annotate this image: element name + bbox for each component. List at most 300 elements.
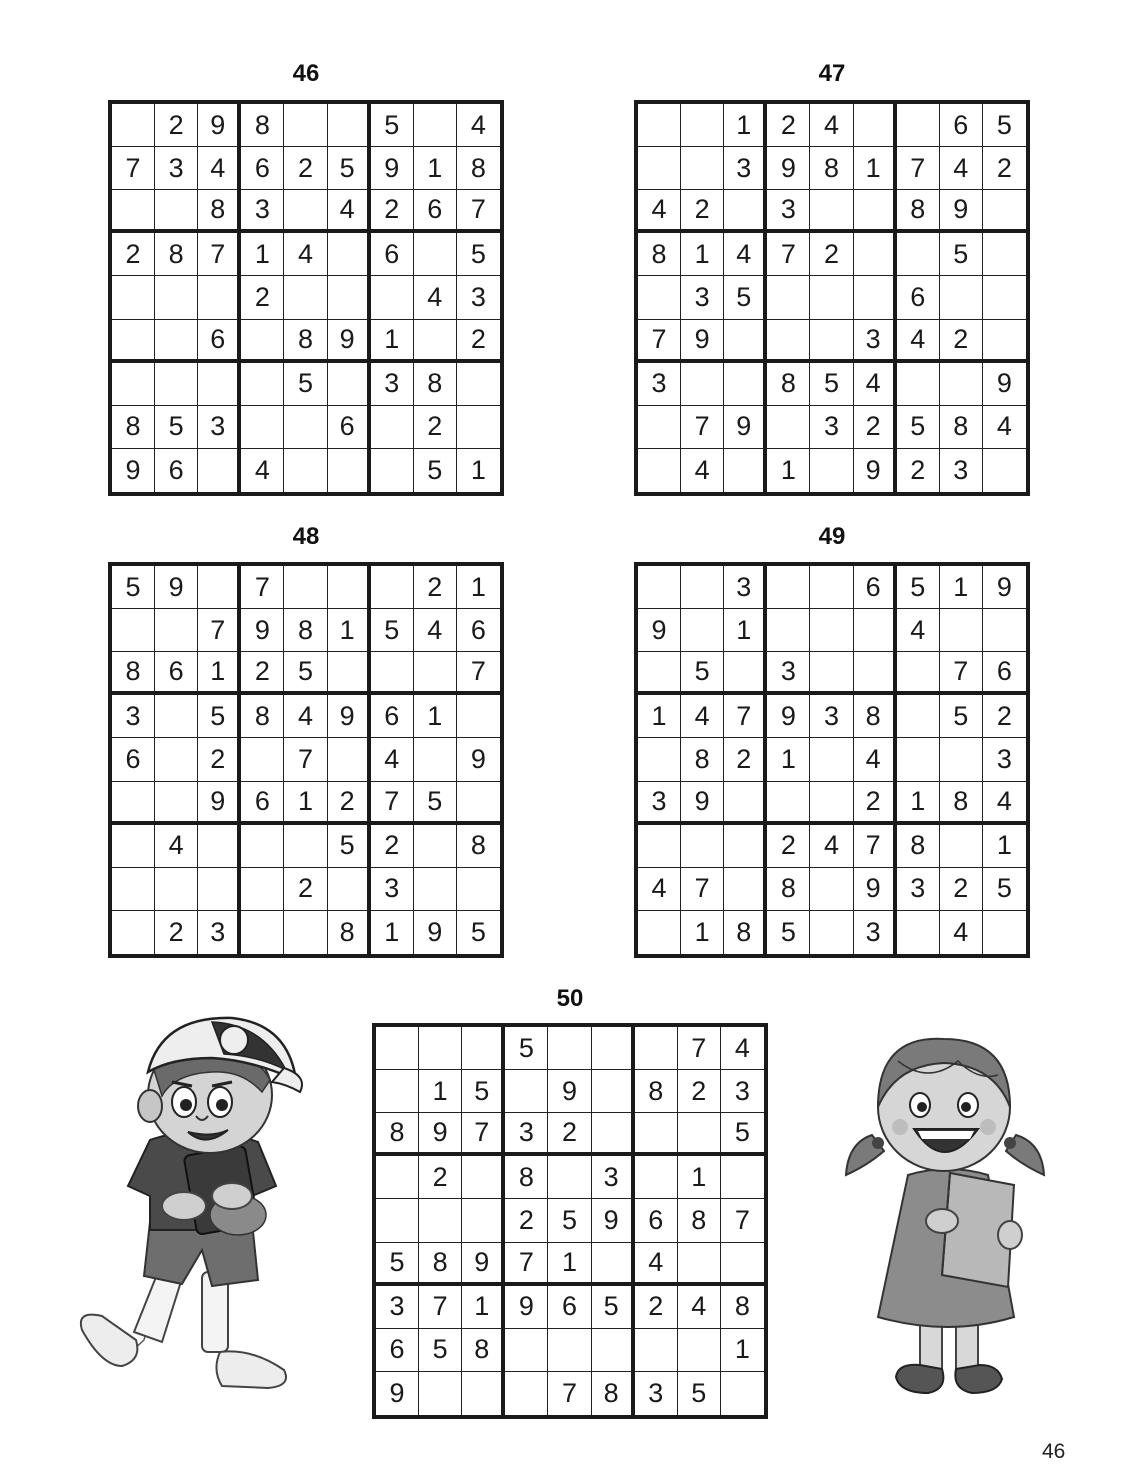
sudoku-cell: 4 [328, 190, 371, 233]
sudoku-cell: 5 [155, 406, 198, 449]
sudoku-cell: 7 [241, 566, 284, 609]
sudoku-cell: 6 [328, 406, 371, 449]
sudoku-cell: 7 [638, 320, 681, 363]
sudoku-cell: 7 [198, 233, 241, 276]
sudoku-cell: 9 [505, 1286, 548, 1329]
sudoku-cell [112, 190, 155, 233]
sudoku-cell: 1 [371, 911, 414, 954]
sudoku-cell [414, 104, 457, 147]
sudoku-cell [681, 566, 724, 609]
sudoku-cell [155, 738, 198, 781]
sudoku-cell: 4 [810, 825, 853, 868]
sudoku-cell: 7 [940, 652, 983, 695]
sudoku-cell: 3 [767, 190, 810, 233]
sudoku-cell: 1 [721, 1329, 764, 1372]
sudoku-cell [112, 609, 155, 652]
sudoku-cell: 9 [592, 1199, 635, 1242]
sudoku-cell [638, 911, 681, 954]
sudoku-cell [462, 1372, 505, 1415]
sudoku-cell: 6 [457, 609, 500, 652]
sudoku-cell [983, 276, 1026, 319]
sudoku-cell [198, 449, 241, 492]
sudoku-cell [638, 406, 681, 449]
puzzle-number: 50 [556, 985, 584, 1012]
sudoku-cell: 3 [810, 406, 853, 449]
sudoku-cell: 1 [241, 233, 284, 276]
sudoku-cell: 1 [767, 738, 810, 781]
sudoku-cell: 7 [548, 1372, 591, 1415]
sudoku-cell: 3 [592, 1156, 635, 1199]
sudoku-cell: 7 [371, 782, 414, 825]
sudoku-cell: 8 [592, 1372, 635, 1415]
sudoku-cell: 9 [767, 695, 810, 738]
sudoku-cell: 8 [241, 104, 284, 147]
sudoku-cell: 6 [241, 147, 284, 190]
sudoku-cell: 9 [638, 609, 681, 652]
sudoku-cell [681, 147, 724, 190]
sudoku-cell [635, 1156, 678, 1199]
sudoku-cell: 8 [376, 1113, 419, 1156]
sudoku-cell: 4 [681, 695, 724, 738]
sudoku-cell: 9 [112, 449, 155, 492]
sudoku-cell [897, 652, 940, 695]
sudoku-cell: 1 [328, 609, 371, 652]
sudoku-cell: 5 [897, 406, 940, 449]
sudoku-cell: 9 [940, 190, 983, 233]
sudoku-cell [376, 1156, 419, 1199]
sudoku-cell: 5 [284, 363, 327, 406]
sudoku-cell: 6 [376, 1329, 419, 1372]
sudoku-cell: 3 [810, 695, 853, 738]
sudoku-cell [983, 911, 1026, 954]
sudoku-cell: 5 [328, 825, 371, 868]
sudoku-cell: 5 [414, 449, 457, 492]
sudoku-cell [940, 276, 983, 319]
sudoku-cell: 6 [112, 738, 155, 781]
sudoku-cell: 2 [284, 147, 327, 190]
sudoku-cell [241, 738, 284, 781]
sudoku-cell: 8 [678, 1199, 721, 1242]
sudoku-cell: 2 [155, 911, 198, 954]
sudoku-cell [854, 104, 897, 147]
sudoku-cell [155, 190, 198, 233]
sudoku-cell [721, 1156, 764, 1199]
sudoku-cell: 4 [241, 449, 284, 492]
sudoku-cell [457, 868, 500, 911]
sudoku-cell: 2 [328, 782, 371, 825]
shoe-right [955, 1365, 1002, 1393]
sudoku-cell [371, 449, 414, 492]
sudoku-cell: 2 [155, 104, 198, 147]
sudoku-cell: 4 [940, 911, 983, 954]
sudoku-cell: 2 [810, 233, 853, 276]
sudoku-cell [112, 911, 155, 954]
sudoku-cell: 7 [462, 1113, 505, 1156]
sudoku-cell: 1 [414, 695, 457, 738]
sudoku-cell: 6 [371, 695, 414, 738]
sudoku-cell [767, 276, 810, 319]
sudoku-cell: 1 [681, 911, 724, 954]
sudoku-cell: 9 [854, 449, 897, 492]
sudoku-cell: 3 [724, 566, 767, 609]
sudoku-cell [155, 609, 198, 652]
sudoku-cell: 3 [155, 147, 198, 190]
sudoku-cell: 9 [462, 1243, 505, 1286]
sudoku-cell [810, 738, 853, 781]
sudoku-cell [635, 1113, 678, 1156]
sudoku-cell [328, 233, 371, 276]
sudoku-cell: 3 [854, 320, 897, 363]
sudoku-cell: 4 [371, 738, 414, 781]
sudoku-cell: 9 [724, 406, 767, 449]
sudoku-cell: 5 [371, 609, 414, 652]
sudoku-cell: 8 [457, 825, 500, 868]
sudoku-cell [155, 695, 198, 738]
sudoku-cell [241, 363, 284, 406]
sudoku-cell: 8 [721, 1286, 764, 1329]
sudoku-cell [983, 449, 1026, 492]
sudoku-cell [592, 1113, 635, 1156]
sudoku-cell: 9 [155, 566, 198, 609]
sudoku-cell: 9 [983, 566, 1026, 609]
sudoku-cell: 9 [457, 738, 500, 781]
sudoku-cell [371, 406, 414, 449]
sudoku-cell: 2 [854, 782, 897, 825]
sudoku-cell: 2 [897, 449, 940, 492]
sudoku-cell [638, 276, 681, 319]
sudoku-grid [372, 1023, 768, 1419]
sudoku-cell: 4 [284, 695, 327, 738]
sudoku-cell [284, 566, 327, 609]
sudoku-cell: 2 [681, 190, 724, 233]
sudoku-cell: 5 [940, 233, 983, 276]
sudoku-cell [241, 406, 284, 449]
sudoku-cell: 9 [983, 363, 1026, 406]
sudoku-cell [854, 233, 897, 276]
sudoku-cell [328, 566, 371, 609]
sudoku-cell: 2 [724, 738, 767, 781]
sudoku-cell: 1 [681, 233, 724, 276]
sudoku-cell: 7 [284, 738, 327, 781]
sudoku-cell: 9 [681, 782, 724, 825]
sudoku-cell: 9 [414, 911, 457, 954]
sudoku-cell: 4 [897, 320, 940, 363]
sudoku-cell: 3 [897, 868, 940, 911]
sudoku-cell: 8 [457, 147, 500, 190]
sudoku-cell [983, 609, 1026, 652]
sudoku-cell: 2 [198, 738, 241, 781]
sudoku-cell: 8 [854, 695, 897, 738]
sudoku-cell [112, 825, 155, 868]
sudoku-cell [284, 449, 327, 492]
sudoku-cell: 4 [457, 104, 500, 147]
sudoku-cell [376, 1070, 419, 1113]
sudoku-cell: 1 [767, 449, 810, 492]
sudoku-cell [854, 190, 897, 233]
sudoku-cell [284, 825, 327, 868]
sudoku-cell: 7 [457, 652, 500, 695]
sudoku-cell [284, 276, 327, 319]
sudoku-cell [767, 320, 810, 363]
sudoku-cell: 5 [198, 695, 241, 738]
sudoku-cell [897, 695, 940, 738]
sudoku-cell: 1 [470, 454, 486, 485]
sudoku-cell: 6 [548, 1286, 591, 1329]
sudoku-cell: 2 [940, 868, 983, 911]
sudoku-cell [241, 868, 284, 911]
sudoku-cell: 6 [940, 104, 983, 147]
sudoku-cell: 5 [470, 916, 486, 947]
sudoku-cell [457, 782, 500, 825]
sudoku-cell: 5 [371, 104, 414, 147]
sudoku-cell [328, 449, 371, 492]
sudoku-cell: 5 [810, 363, 853, 406]
sudoku-cell [241, 320, 284, 363]
sudoku-cell: 2 [414, 406, 457, 449]
sudoku-cell: 3 [198, 911, 241, 954]
sudoku-cell [897, 363, 940, 406]
sudoku-cell [548, 1027, 591, 1070]
sudoku-cell: 6 [414, 190, 457, 233]
sudoku-cell: 6 [635, 1199, 678, 1242]
sudoku-cell: 1 [462, 1286, 505, 1329]
sudoku-cell [198, 276, 241, 319]
sudoku-cell [678, 1243, 721, 1286]
sudoku-cell [457, 695, 500, 738]
sudoku-cell: 7 [767, 233, 810, 276]
sudoku-cell [457, 406, 500, 449]
sudoku-cell [112, 320, 155, 363]
sudoku-cell: 9 [371, 147, 414, 190]
sudoku-cell: 4 [940, 147, 983, 190]
sudoku-cell [457, 363, 500, 406]
sudoku-cell: 4 [284, 233, 327, 276]
sudoku-cell [983, 320, 1026, 363]
sudoku-cell [284, 406, 327, 449]
sudoku-grid [108, 100, 504, 496]
sudoku-cell [635, 1329, 678, 1372]
sudoku-cell [724, 782, 767, 825]
sudoku-cell [328, 104, 371, 147]
sudoku-cell: 3 [241, 190, 284, 233]
sudoku-cell: 5 [505, 1027, 548, 1070]
sudoku-cell: 4 [983, 782, 1026, 825]
sudoku-cell [638, 825, 681, 868]
sudoku-cell: 8 [328, 911, 371, 954]
sudoku-cell: 6 [371, 233, 414, 276]
sudoku-cell [376, 1199, 419, 1242]
sudoku-cell: 8 [897, 190, 940, 233]
sudoku-cell: 5 [376, 1243, 419, 1286]
boy-illustration [62, 1010, 312, 1400]
sudoku-cell [112, 276, 155, 319]
sudoku-cell: 8 [112, 652, 155, 695]
sudoku-cell [505, 1372, 548, 1415]
girl-illustration [838, 1025, 1048, 1415]
sudoku-cell [681, 609, 724, 652]
sudoku-cell [112, 782, 155, 825]
sudoku-cell [724, 449, 767, 492]
puzzle-number: 47 [818, 60, 846, 87]
shoe-left [81, 1315, 138, 1366]
sudoku-cell: 9 [198, 782, 241, 825]
sudoku-cell [724, 868, 767, 911]
sudoku-cell [414, 320, 457, 363]
sudoku-cell: 6 [241, 782, 284, 825]
sudoku-cell: 8 [940, 782, 983, 825]
sudoku-cell: 8 [284, 320, 327, 363]
sudoku-cell: 1 [854, 147, 897, 190]
sudoku-cell: 4 [810, 104, 853, 147]
sudoku-cell: 5 [681, 652, 724, 695]
sudoku-cell: 5 [724, 276, 767, 319]
puzzle-number: 46 [292, 60, 320, 87]
sudoku-cell: 5 [721, 1113, 764, 1156]
sudoku-cell: 7 [854, 825, 897, 868]
sudoku-cell [767, 782, 810, 825]
sudoku-cell [681, 104, 724, 147]
sudoku-cell: 6 [897, 276, 940, 319]
sudoku-cell: 8 [810, 147, 853, 190]
sudoku-cell: 2 [241, 276, 284, 319]
sudoku-cell: 1 [414, 147, 457, 190]
sudoku-grid [634, 100, 1030, 496]
sudoku-cell [721, 1372, 764, 1415]
sudoku-cell: 3 [505, 1113, 548, 1156]
puzzle-number: 49 [818, 523, 846, 550]
sudoku-cell: 8 [112, 406, 155, 449]
sudoku-cell: 1 [724, 609, 767, 652]
sudoku-cell [810, 449, 853, 492]
sudoku-cell [155, 320, 198, 363]
sudoku-cell: 9 [241, 609, 284, 652]
sudoku-cell: 9 [548, 1070, 591, 1113]
sudoku-cell: 5 [592, 1286, 635, 1329]
sudoku-cell [414, 825, 457, 868]
sudoku-cell [767, 566, 810, 609]
sudoku-cell: 3 [724, 147, 767, 190]
sudoku-cell: 2 [241, 652, 284, 695]
sudoku-cell: 2 [854, 406, 897, 449]
sudoku-cell [419, 1199, 462, 1242]
sudoku-cell: 4 [854, 738, 897, 781]
sudoku-cell: 9 [767, 147, 810, 190]
sudoku-cell [724, 190, 767, 233]
sudoku-cell: 2 [635, 1286, 678, 1329]
sudoku-cell: 7 [721, 1199, 764, 1242]
sudoku-cell [897, 738, 940, 781]
sudoku-cell: 8 [241, 695, 284, 738]
sudoku-cell [155, 782, 198, 825]
sudoku-cell: 8 [767, 868, 810, 911]
sudoku-cell: 1 [548, 1243, 591, 1286]
sudoku-cell: 9 [376, 1372, 419, 1415]
sudoku-grid [108, 562, 504, 958]
sudoku-cell: 8 [724, 911, 767, 954]
sudoku-cell: 3 [681, 276, 724, 319]
sudoku-cell: 2 [419, 1156, 462, 1199]
sudoku-cell: 8 [462, 1329, 505, 1372]
sudoku-cell [897, 104, 940, 147]
sudoku-cell [638, 104, 681, 147]
sudoku-cell: 7 [505, 1243, 548, 1286]
sudoku-cell [198, 868, 241, 911]
sudoku-cell: 2 [767, 104, 810, 147]
sudoku-cell: 5 [678, 1372, 721, 1415]
sudoku-cell: 7 [112, 147, 155, 190]
sudoku-cell [810, 652, 853, 695]
sudoku-cell [721, 1243, 764, 1286]
sudoku-cell [284, 911, 327, 954]
sudoku-cell: 4 [721, 1027, 764, 1070]
sudoku-cell: 5 [419, 1329, 462, 1372]
sudoku-cell: 3 [635, 1372, 678, 1415]
sudoku-cell: 2 [678, 1070, 721, 1113]
sudoku-cell: 1 [419, 1070, 462, 1113]
sudoku-cell: 1 [371, 320, 414, 363]
sudoku-cell: 2 [767, 825, 810, 868]
sudoku-cell: 5 [897, 566, 940, 609]
sudoku-cell: 8 [419, 1243, 462, 1286]
sudoku-cell: 4 [155, 825, 198, 868]
sudoku-cell [810, 782, 853, 825]
sudoku-cell [462, 1199, 505, 1242]
sudoku-cell [810, 276, 853, 319]
sudoku-cell: 8 [198, 190, 241, 233]
sudoku-cell: 1 [284, 782, 327, 825]
sudoku-cell [767, 406, 810, 449]
sudoku-cell: 9 [328, 695, 371, 738]
sudoku-cell [548, 1156, 591, 1199]
sudoku-cell: 3 [112, 695, 155, 738]
sudoku-cell [414, 233, 457, 276]
sudoku-cell [854, 609, 897, 652]
sudoku-cell: 4 [897, 609, 940, 652]
sudoku-grid [634, 562, 1030, 958]
sudoku-cell [810, 190, 853, 233]
sudoku-cell: 7 [198, 609, 241, 652]
sudoku-cell: 8 [635, 1070, 678, 1113]
sudoku-cell: 6 [983, 652, 1026, 695]
sudoku-cell [940, 738, 983, 781]
page-number: 46 [1042, 1440, 1066, 1463]
sudoku-cell [854, 652, 897, 695]
sudoku-cell [328, 276, 371, 319]
sudoku-cell: 5 [940, 695, 983, 738]
sudoku-cell [678, 1113, 721, 1156]
sudoku-cell: 5 [414, 782, 457, 825]
sudoku-cell: 1 [940, 566, 983, 609]
sudoku-cell: 6 [155, 449, 198, 492]
sudoku-cell [810, 609, 853, 652]
sudoku-cell [414, 652, 457, 695]
sudoku-cell [638, 147, 681, 190]
sudoku-cell: 1 [678, 1156, 721, 1199]
sudoku-cell: 3 [767, 652, 810, 695]
sudoku-cell [897, 911, 940, 954]
sudoku-cell [155, 276, 198, 319]
sudoku-cell [940, 609, 983, 652]
sudoku-cell: 2 [371, 190, 414, 233]
sudoku-cell: 3 [376, 1286, 419, 1329]
sudoku-cell: 4 [414, 609, 457, 652]
sudoku-cell: 5 [548, 1199, 591, 1242]
sudoku-cell [724, 652, 767, 695]
sudoku-cell: 4 [198, 147, 241, 190]
sudoku-cell: 3 [854, 911, 897, 954]
sudoku-cell: 5 [457, 233, 500, 276]
shoe-right [216, 1351, 286, 1388]
